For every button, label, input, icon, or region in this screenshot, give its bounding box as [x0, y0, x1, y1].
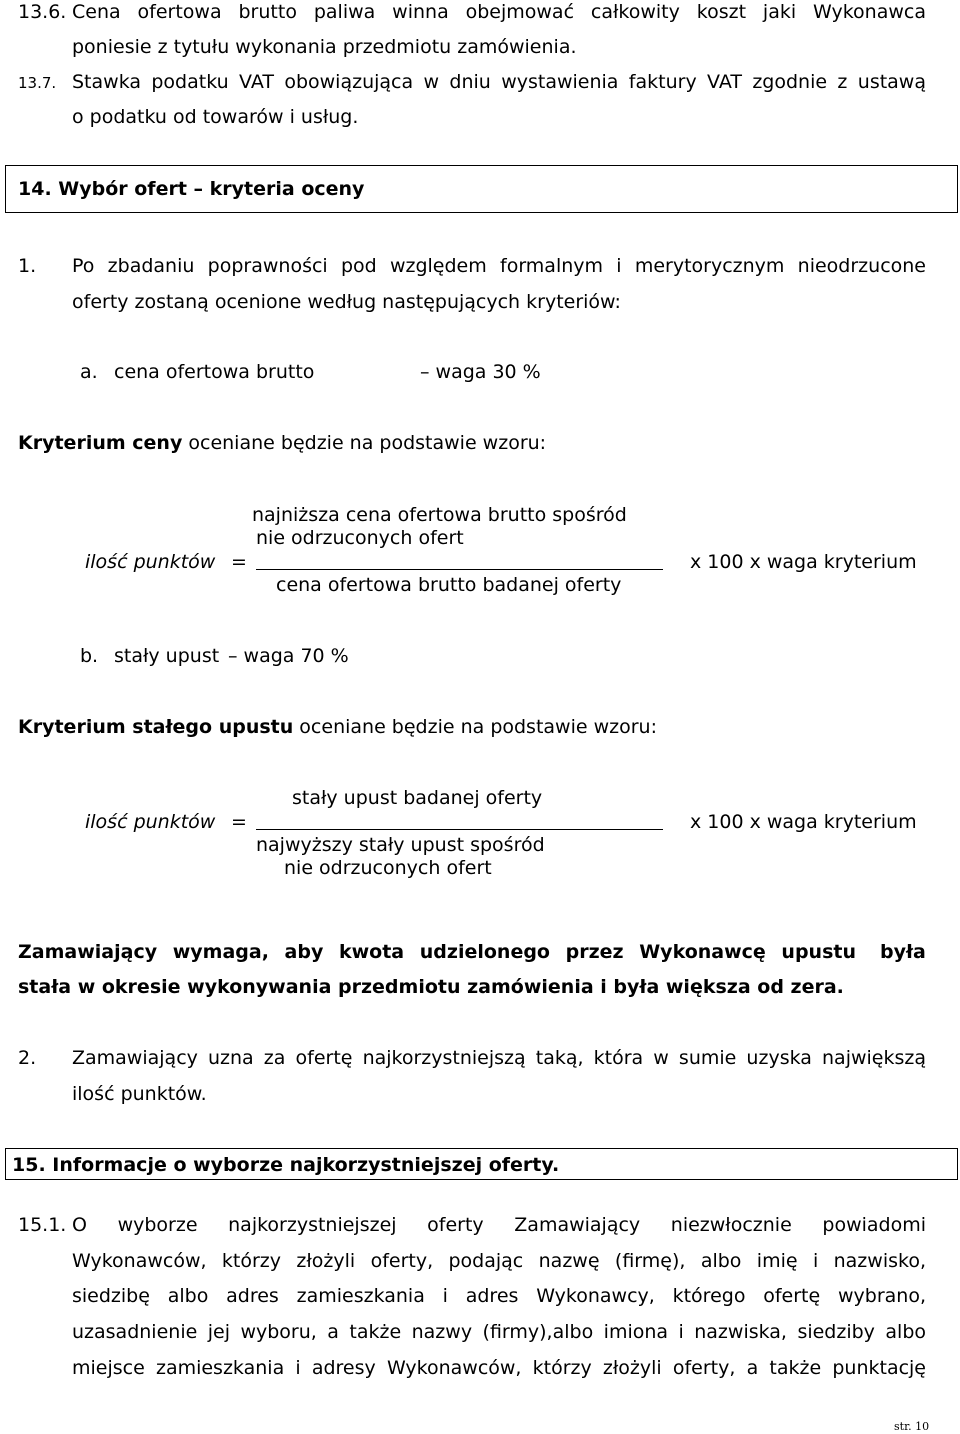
clause-13-6-number: 13.6. — [18, 1, 67, 23]
item-2-number: 2. — [18, 1047, 37, 1069]
requirement-line-1: Zamawiający wymaga, aby kwota udzielonego przez Wykonawcę upustu — [18, 941, 856, 963]
clause-13-7-line-2: o podatku od towarów i usług. — [72, 106, 359, 128]
item-1-line-2: oferty zostaną ocenione według następujących kryteriów: — [72, 291, 621, 313]
criterion-b-label: stały upust — [114, 645, 220, 667]
section-15-heading-box — [5, 1148, 958, 1180]
requirement-line-2: stała w okresie wykonywania przedmiotu zamówienia i była większa od zera. — [18, 976, 844, 998]
item-2-line-1: Zamawiający uzna za ofertę najkorzystniejszą taką, która w sumie uzyska największą — [72, 1047, 926, 1069]
criterion-a-letter: a. — [80, 361, 98, 383]
formula-2-fraction-bar — [256, 829, 663, 830]
formula-1-denominator: cena ofertowa brutto badanej oferty — [276, 574, 622, 596]
clause-15-1-line-5: miejsce zamieszkania i adresy Wykonawców, którzy złożyli oferty, a także punktację — [72, 1357, 926, 1379]
formula-2-multiplier: x 100 x waga kryterium — [690, 811, 917, 833]
clause-15-1-line-4: uzasadnienie jej wyboru, a także nazwy (firmy),albo imiona i nazwiska, siedziby albo — [72, 1321, 926, 1343]
formula-2-denominator-line-1: najwyższy stały upust spośród — [256, 834, 545, 856]
formula-2-numerator: stały upust badanej oferty — [292, 787, 543, 809]
clause-13-7-number: 13.7. — [18, 74, 57, 92]
price-criterion-rest: oceniane będzie na podstawie wzoru: — [182, 432, 547, 454]
clause-13-7-line-1: Stawka podatku VAT obowiązująca w dniu wystawienia faktury VAT zgodnie z ustawą — [72, 71, 926, 93]
clause-13-6-line-2: poniesie z tytułu wykonania przedmiotu zamówienia. — [72, 36, 577, 58]
formula-2-equals: = — [231, 811, 247, 833]
section-15-heading: 15. Informacje o wyborze najkorzystniejszej oferty. — [12, 1154, 560, 1176]
discount-criterion-rest: oceniane będzie na podstawie wzoru: — [293, 716, 657, 738]
section-14-heading-box — [5, 165, 958, 213]
clause-13-6-line-1: Cena ofertowa brutto paliwa winna obejmować całkowity koszt jaki Wykonawca — [72, 1, 926, 23]
item-1-number: 1. — [18, 255, 37, 277]
formula-1-numerator-line-1: najniższa cena ofertowa brutto spośród — [252, 504, 627, 526]
formula-1-multiplier: x 100 x waga kryterium — [690, 551, 917, 573]
criterion-b-weight: – waga 70 % — [228, 645, 349, 667]
page-number: str. 10 — [894, 1420, 930, 1433]
discount-criterion-intro — [18, 716, 657, 738]
formula-1-numerator-line-2: nie odrzuconych ofert — [256, 527, 464, 549]
price-criterion-bold: Kryterium ceny — [18, 432, 183, 454]
formula-2-lhs: ilość punktów — [85, 811, 216, 833]
clause-15-1-line-1: O wyborze najkorzystniejszej oferty Zamawiający niezwłocznie powiadomi — [72, 1214, 926, 1236]
formula-1-equals: = — [231, 551, 247, 573]
criterion-a-label: cena ofertowa brutto — [114, 361, 315, 383]
price-criterion-intro — [18, 432, 546, 454]
item-2-line-2: ilość punktów. — [72, 1083, 207, 1105]
item-1-line-1: Po zbadaniu poprawności pod względem formalnym i merytorycznym nieodrzucone — [72, 255, 926, 277]
clause-15-1-line-3: siedzibę albo adres zamieszkania i adres Wykonawcy, którego ofertę wybrano, — [72, 1285, 926, 1307]
formula-1-lhs: ilość punktów — [85, 551, 216, 573]
criterion-a-weight: – waga 30 % — [420, 361, 541, 383]
section-14-heading: 14. Wybór ofert – kryteria oceny — [18, 178, 365, 200]
requirement-line-1-end: była — [880, 941, 926, 963]
discount-criterion-bold: Kryterium stałego upustu — [18, 716, 294, 738]
criterion-b-letter: b. — [80, 645, 99, 667]
formula-2-denominator-line-2: nie odrzuconych ofert — [284, 857, 492, 879]
formula-1-fraction-bar — [256, 569, 663, 570]
clause-15-1-number: 15.1. — [18, 1214, 67, 1236]
clause-15-1-line-2: Wykonawców, którzy złożyli oferty, podając nazwę (firmę), albo imię i nazwisko, — [72, 1250, 926, 1272]
